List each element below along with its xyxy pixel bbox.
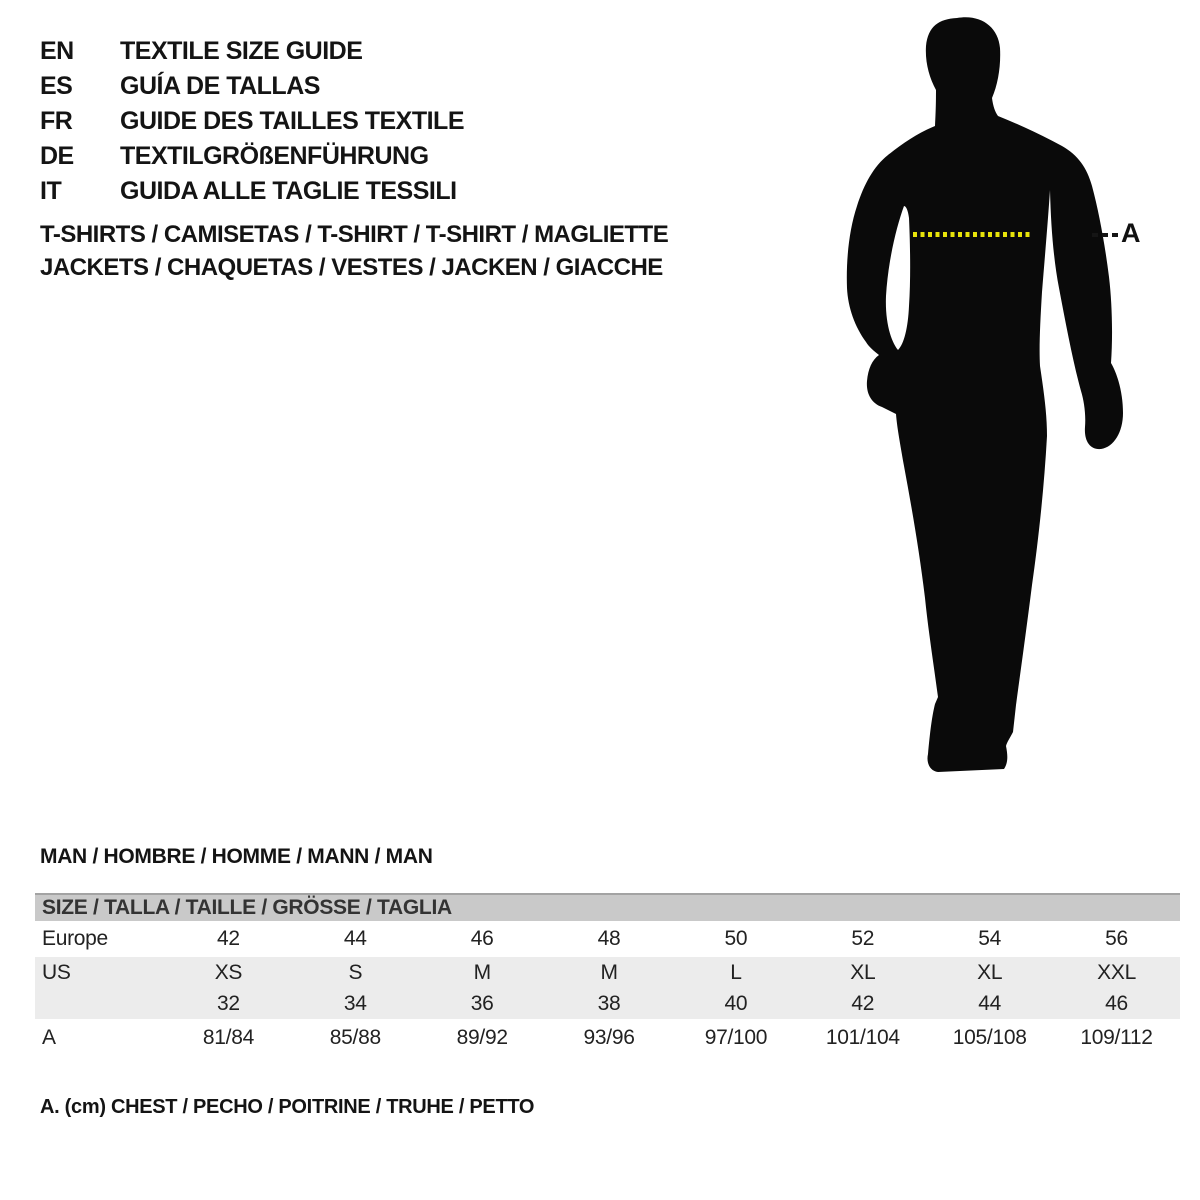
size-value-cell: 46 (470, 927, 494, 950)
row-label: A (42, 1025, 56, 1049)
figure-area (840, 0, 1140, 800)
size-value-cell: 97/100 (704, 1025, 768, 1049)
size-value-cell: 105/108 (952, 1025, 1027, 1049)
size-value-cell: 46 (1105, 991, 1128, 1015)
table-row (35, 1019, 1180, 1056)
language-title: GUIDE DES TAILLES TEXTILE (120, 107, 465, 135)
size-value-cell: 44 (978, 991, 1002, 1015)
row-label: US (42, 960, 71, 984)
size-value-cell: 85/88 (329, 1025, 381, 1049)
measure-dash-line (1092, 233, 1118, 237)
size-table-body (35, 921, 1180, 1056)
language-code: ES (40, 72, 73, 100)
row-label: Europe (42, 927, 108, 950)
size-value-cell: 36 (470, 991, 494, 1015)
man-silhouette (840, 0, 1140, 800)
size-value-cell: 56 (1105, 927, 1128, 950)
size-value-cell: 54 (978, 927, 1002, 950)
language-title: GUÍA DE TALLAS (120, 72, 320, 100)
size-value-cell: XL (850, 960, 876, 984)
language-title: TEXTILE SIZE GUIDE (120, 37, 363, 65)
size-value-cell: 34 (343, 991, 367, 1015)
footnote-chest: A. (cm) CHEST / PECHO / POITRINE / TRUHE / PETTO (40, 1096, 535, 1118)
size-value-cell: 109/112 (1080, 1025, 1153, 1049)
size-table (35, 893, 1180, 1056)
language-row (40, 69, 464, 104)
size-value-cell: 93/96 (583, 1025, 635, 1049)
category-lines (40, 221, 668, 287)
language-row (40, 34, 464, 69)
measure-label-a: A (1121, 218, 1141, 248)
size-value-cell: M (473, 960, 491, 984)
size-value-cell: XS (214, 960, 243, 984)
table-row (35, 957, 1180, 988)
size-table-header: SIZE / TALLA / TAILLE / GRÖSSE / TAGLIA (35, 893, 1180, 921)
language-row (40, 104, 464, 139)
size-value-cell: 40 (724, 991, 748, 1015)
section-title-man: MAN / HOMBRE / HOMME / MANN / MAN (40, 845, 433, 868)
table-row (35, 988, 1180, 1019)
language-title: GUIDA ALLE TAGLIE TESSILI (120, 177, 457, 205)
size-value-cell: 42 (217, 927, 240, 950)
category-line: T-SHIRTS / CAMISETAS / T-SHIRT / T-SHIRT / MAGLIETTE (40, 221, 669, 248)
language-list (40, 34, 464, 209)
size-value-cell: 52 (851, 927, 875, 950)
size-value-cell: 50 (724, 927, 748, 950)
size-value-cell: XXL (1097, 960, 1136, 984)
language-row (40, 139, 464, 174)
size-value-cell: 42 (851, 991, 875, 1015)
table-row (35, 921, 1180, 957)
language-code: DE (40, 142, 74, 170)
size-value-cell: 44 (343, 927, 367, 950)
language-title: TEXTILGRÖßENFÜHRUNG (120, 142, 429, 170)
size-value-cell: M (600, 960, 618, 984)
size-value-cell: 48 (597, 927, 621, 950)
size-value-cell: 101/104 (825, 1025, 900, 1049)
size-value-cell: L (730, 960, 742, 984)
language-code: FR (40, 107, 73, 135)
size-value-cell: XL (977, 960, 1003, 984)
language-code: EN (40, 37, 74, 65)
language-code: IT (40, 177, 62, 205)
size-value-cell: 89/92 (456, 1025, 508, 1049)
size-value-cell: 32 (217, 991, 240, 1015)
language-row (40, 174, 464, 209)
category-line: JACKETS / CHAQUETAS / VESTES / JACKEN / GIACCHE (40, 254, 663, 281)
size-value-cell: 38 (597, 991, 621, 1015)
size-value-cell: 81/84 (202, 1025, 254, 1049)
size-value-cell: S (348, 960, 363, 984)
chest-measure-dotted-line (913, 232, 1031, 237)
